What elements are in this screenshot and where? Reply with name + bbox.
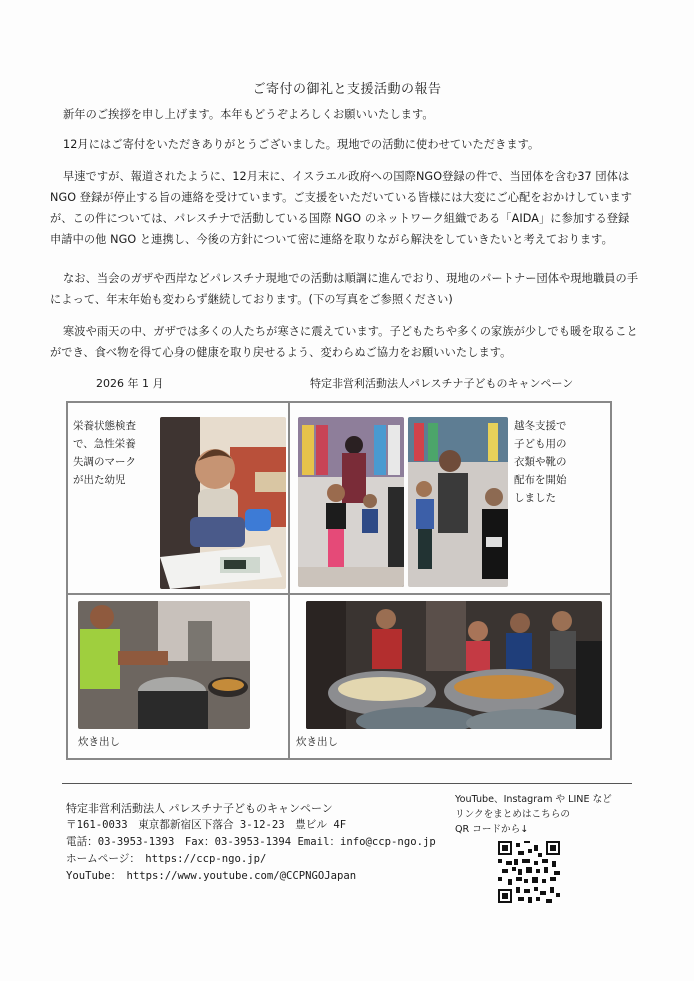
caption-line: 栄養状態検査: [73, 420, 136, 432]
photo-kitchen-crowd-image: [306, 601, 602, 729]
caption-line: しました: [514, 492, 556, 504]
photo-cell-kitchen-2: [289, 594, 611, 759]
caption-line: 配布を開始: [514, 474, 567, 486]
footer-phone: 電話：03-3953-1393 Fax：03-3953-1394 Email：info@ccp-ngo.jp: [66, 836, 436, 848]
caption-kitchen-2: 炊き出し: [296, 736, 338, 748]
photo-cell-kitchen-1: [67, 594, 289, 759]
qr-code-icon[interactable]: [498, 841, 560, 903]
photo-kitchen-crowd: [306, 601, 602, 729]
caption-winter-clothes: [514, 417, 609, 507]
paragraph-greeting: 新年のご挨拶を申し上げます。本年もどうぞよろしくお願いいたします。: [63, 108, 434, 121]
contact-block: [66, 800, 466, 885]
caption-nutrition: [73, 417, 158, 489]
footer-homepage: ホームページ： https://ccp-ngo.jp/: [66, 853, 267, 865]
photo-cell-winter-clothes: [289, 402, 611, 594]
qr-note-line: QR コードから↓: [455, 824, 529, 835]
photo-shoe-distribution-image: [408, 417, 508, 587]
qr-note-line: リンクをまとめはこちらの: [455, 809, 570, 820]
photo-cell-nutrition: [67, 402, 289, 594]
letter-date: 2026 年 1 月: [96, 377, 164, 390]
photo-clothing-shop-image: [298, 417, 404, 587]
footer-divider: [62, 783, 632, 784]
photo-grid: [66, 401, 612, 760]
letter-title: ご寄付の御礼と支援活動の報告: [252, 82, 442, 97]
paragraph-appeal: 寒波や雨天の中、ガザでは多くの人たちが寒さに震えています。子どもたちや多くの家族が少しでも暖を取ることができ、食べ物を得て心身の健康を取り戻せるよう、変わらぬご協力をお願いいたします。: [50, 325, 638, 359]
qr-note-line: YouTube、Instagram や LINE など: [455, 794, 612, 805]
caption-line: 失調のマーク: [73, 456, 136, 468]
caption-line: 子ども用の: [514, 438, 567, 450]
paragraph-thanks: 12月にはご寄付をいただきありがとうございました。現地での活動に使わせていただきます。: [63, 138, 540, 151]
letter-signature: 特定非営利活動法人パレスチナ子どものキャンペーン: [310, 377, 574, 390]
footer-youtube: YouTube： https://www.youtube.com/@CCPNGOJapan: [66, 870, 357, 882]
photo-kitchen-cooking: [78, 601, 250, 729]
paragraph-activities: なお、当会のガザや西岸などパレスチナ現地での活動は順調に進んでおり、現地のパートナー団体や現地職員の手によって、年末年始も変わらず継続しております。(下の写真をご参照ください): [50, 272, 639, 306]
footer-org-name: 特定非営利活動法人 パレスチナ子どものキャンペーン: [66, 802, 333, 815]
photo-kitchen-cooking-image: [78, 601, 250, 729]
paragraph-ngo-registration: 早速ですが、報道されたように、12月末に、イスラエル政府への国際NGO登録の件で、当団体を含む37 団体は NGO 登録が停止する旨の連絡を受けています。ご支援をいただいている皆様には大変にご心配をおかけしていますが、この件については、パレスチナで活動している国際 NGO のネットワーク組織である「AIDA」に参加する登録申請中の他 NGO と連携し、今後の方針について密に連絡を取りながら解決をしていきたいと考えております。: [50, 170, 632, 246]
photo-clothing-shop: [298, 417, 404, 587]
footer-address: 〒161-0033 東京都新宿区下落合 3-12-23 豊ビル 4F: [66, 819, 347, 831]
caption-line: 衣類や靴の: [514, 456, 567, 468]
photo-infant-scale: [160, 417, 286, 589]
photo-infant-scale-image: [160, 417, 286, 589]
caption-line: で、急性栄養: [73, 438, 136, 450]
caption-line: が出た幼児: [73, 474, 126, 486]
qr-note: [455, 792, 635, 837]
caption-kitchen-1: 炊き出し: [78, 736, 120, 748]
caption-line: 越冬支援で: [514, 420, 567, 432]
photo-shoe-distribution: [408, 417, 508, 587]
